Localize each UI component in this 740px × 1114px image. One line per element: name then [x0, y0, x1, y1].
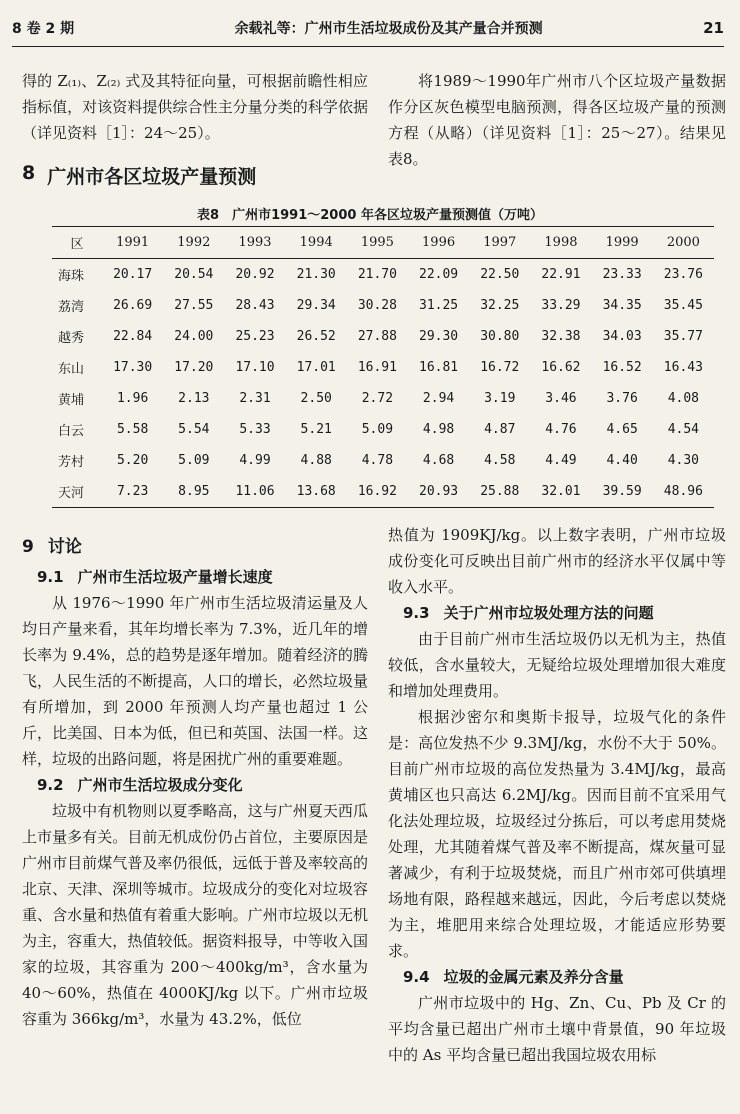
table-row	[52, 414, 714, 445]
subsection-9-3-number: 9.3	[403, 604, 430, 622]
value-cell: 35.45	[663, 298, 703, 313]
column-header-district: 区	[52, 227, 102, 259]
subsection-9-4-text: 广州市垃圾中的 Hg、Zn、Cu、Pb 及 Cr 的平均含量已超出广州市土壤中背景值，90 年垃圾中的 As 平均含量已超出我国垃圾农用标	[388, 994, 726, 1064]
subsection-9-3-heading	[388, 600, 726, 626]
column-header-year: 1993	[224, 227, 285, 259]
running-header	[12, 10, 724, 46]
running-title: 余载礼等：广州市生活垃圾成份及其产量合并预测	[234, 21, 543, 37]
value-cell: 24.00	[174, 329, 214, 344]
value-cell: 8.95	[163, 476, 224, 508]
value-cell: 1.96	[116, 391, 149, 406]
value-cell: 21.70	[357, 267, 397, 282]
column-header-year: 1997	[469, 227, 530, 259]
section-9-number: 9	[22, 537, 34, 557]
subsection-9-2-heading	[22, 772, 368, 798]
subsection-9-4-title: 垃圾的金属元素及养分含量	[443, 968, 624, 986]
column-header-year: 1992	[163, 227, 224, 259]
value-cell: 32.38	[541, 329, 581, 344]
value-cell: 3.19	[484, 391, 516, 406]
value-cell: 4.65	[606, 422, 638, 437]
column-header-year: 2000	[653, 227, 714, 259]
value-cell: 16.52	[602, 360, 642, 375]
section-8-number: 8	[22, 162, 36, 184]
value-cell: 2.72	[361, 391, 394, 406]
value-cell: 5.58	[116, 422, 149, 437]
header-rule	[12, 46, 724, 47]
subsection-9-4-number: 9.4	[403, 968, 430, 986]
district-cell: 天河	[52, 476, 102, 508]
value-cell: 20.17	[113, 267, 153, 282]
value-cell: 22.84	[113, 329, 153, 344]
value-cell: 32.25	[480, 298, 520, 313]
value-cell: 4.68	[422, 453, 455, 468]
section-9-title: 讨论	[47, 537, 82, 557]
value-cell: 16.92	[347, 476, 408, 508]
table-body	[52, 259, 714, 508]
value-cell: 5.21	[300, 422, 332, 437]
value-cell: 11.06	[224, 476, 285, 508]
value-cell: 48.96	[653, 476, 714, 508]
table-row	[52, 352, 714, 383]
column-header-year: 1996	[408, 227, 469, 259]
district-cell: 白云	[58, 424, 85, 439]
value-cell: 16.62	[541, 360, 581, 375]
value-cell: 23.76	[663, 267, 703, 282]
top-right-paragraph	[388, 68, 726, 172]
value-cell: 26.69	[113, 298, 153, 313]
subsection-9-3-text-2: 根据沙密尔和奥斯卡报导，垃圾气化的条件是：高位发热不少 9.3MJ/kg，水份不大于 50%。目前广州市垃圾的高位发热量为 3.4MJ/kg，最高黄埔区也只高达 6.2MJ/kg。因而目前不宜采用气化法处理垃圾，垃圾经过分拣后，可以考虑用焚烧处理，尤其随着煤气普及率不断提高，煤灰量可显著减少，有利于垃圾焚烧，而且广州市郊可供填埋场地有限，路程越来越远，因此，今后考虑以焚烧为主，堆肥用来综合处理垃圾，才能适应形势要求。	[388, 708, 726, 960]
value-cell: 4.58	[484, 453, 516, 468]
value-cell: 13.68	[286, 476, 347, 508]
value-cell: 3.46	[545, 391, 577, 406]
value-cell: 22.09	[419, 267, 459, 282]
subsection-9-1-heading	[22, 564, 368, 590]
section-8-heading	[22, 162, 256, 189]
page-number: 21	[703, 19, 724, 37]
table-row	[52, 321, 714, 352]
value-cell: 34.35	[602, 298, 642, 313]
district-cell: 芳村	[58, 455, 85, 470]
value-cell: 16.91	[357, 360, 397, 375]
value-cell: 31.25	[419, 298, 459, 313]
subsection-9-2-continued: 热值为 1909KJ/kg。以上数字表明，广州市垃圾成份变化可反映出目前广州市的经济水平仅属中等收入水平。	[388, 526, 726, 596]
value-cell: 2.50	[300, 391, 332, 406]
value-cell: 20.92	[235, 267, 275, 282]
value-cell: 17.30	[113, 360, 153, 375]
top-left-paragraph	[22, 68, 368, 146]
value-cell: 39.59	[592, 476, 653, 508]
value-cell: 4.88	[300, 453, 332, 468]
value-cell: 26.52	[296, 329, 336, 344]
top-right-text: 将1989～1990年广州市八个区垃圾产量数据作分区灰色模型电脑预测，得各区垃圾产量的预测方程（从略）（详见资料［1］：25～27）。结果见表8。	[388, 72, 726, 168]
value-cell: 33.29	[541, 298, 581, 313]
value-cell: 25.23	[235, 329, 275, 344]
issue-label: 8 卷 2 期	[12, 21, 75, 37]
table-row	[52, 445, 714, 476]
top-left-text: 得的 Z₍₁₎、Z₍₂₎ 式及其特征向量，可根据前瞻性相应指标值，对该资料提供综合性主分量分类的科学依据（详见资料［1］：24～25）。	[22, 72, 368, 142]
subsection-9-2-text: 垃圾中有机物则以夏季略高，这与广州夏天西瓜上市量多有关。目前无机成份仍占首位，主要原因是广州市目前煤气普及率仍很低，远低于普及率较高的北京、天津、深圳等城市。垃圾成分的变化对垃圾容重、含水量和热值有着重大影响。广州市垃圾以无机为主，容重大，热值较低。据资料报导，中等收入国家的垃圾，其容重为 200～400kg/m³，含水量为 40～60%，热值在 4000KJ/kg 以下。广州市垃圾容重为 366kg/m³，水量为 43.2%，低位	[22, 802, 368, 1028]
value-cell: 4.99	[239, 453, 271, 468]
table-8-caption: 表8 广州市1991～2000 年各区垃圾产量预测值（万吨）	[197, 208, 543, 223]
value-cell: 5.09	[178, 453, 210, 468]
value-cell: 16.72	[480, 360, 520, 375]
value-cell: 20.93	[408, 476, 469, 508]
value-cell: 3.76	[606, 391, 638, 406]
value-cell: 32.01	[530, 476, 591, 508]
value-cell: 29.30	[419, 329, 459, 344]
section-8-title: 广州市各区垃圾产量预测	[47, 166, 257, 188]
value-cell: 17.01	[296, 360, 336, 375]
value-cell: 35.77	[663, 329, 703, 344]
subsection-9-1-number: 9.1	[37, 568, 64, 586]
value-cell: 4.49	[545, 453, 577, 468]
value-cell: 2.31	[239, 391, 271, 406]
value-cell: 2.94	[422, 391, 455, 406]
column-header-year: 1999	[592, 227, 653, 259]
subsection-9-4-heading	[388, 964, 726, 990]
value-cell: 4.08	[667, 391, 700, 406]
subsection-9-1-text: 从 1976～1990 年广州市生活垃圾清运量及人均日产量来看，其年均增长率为 7.3%，近几年的增长率为 9.4%，总的趋势是逐年增加。随着经济的腾飞，人民生活的不断提高，人口的增长，必然垃圾量有所增加，到 2000 年预测人均产量也超过 1 公斤，比美国、日本为低，但已和英国、法国一样。这样，垃圾的出路问题，将是困扰广州的重要难题。	[22, 594, 368, 768]
value-cell: 23.33	[602, 267, 642, 282]
value-cell: 29.34	[296, 298, 336, 313]
district-cell: 黄埔	[58, 393, 85, 408]
district-cell: 荔湾	[58, 300, 85, 315]
district-cell: 东山	[58, 362, 85, 377]
column-header-year: 1991	[102, 227, 163, 259]
value-cell: 4.78	[361, 453, 394, 468]
value-cell: 22.91	[541, 267, 581, 282]
value-cell: 28.43	[235, 298, 275, 313]
subsection-9-3-title: 关于广州市垃圾处理方法的问题	[443, 604, 654, 622]
value-cell: 4.87	[484, 422, 516, 437]
column-header-year: 1995	[347, 227, 408, 259]
value-cell: 17.10	[235, 360, 275, 375]
table-row	[52, 259, 714, 291]
subsection-9-1-title: 广州市生活垃圾产量增长速度	[77, 568, 273, 586]
district-cell: 海珠	[58, 269, 85, 284]
table-header-row	[52, 227, 714, 259]
table-8	[52, 226, 714, 508]
value-cell: 20.54	[174, 267, 214, 282]
value-cell: 4.30	[667, 453, 700, 468]
value-cell: 16.81	[419, 360, 459, 375]
value-cell: 4.54	[667, 422, 700, 437]
value-cell: 21.30	[296, 267, 336, 282]
value-cell: 30.28	[357, 298, 397, 313]
section-9-heading	[22, 534, 368, 560]
value-cell: 16.43	[663, 360, 703, 375]
column-header-year: 1994	[286, 227, 347, 259]
column-header-year: 1998	[530, 227, 591, 259]
value-cell: 4.76	[545, 422, 577, 437]
table-row	[52, 383, 714, 414]
table-row	[52, 476, 714, 508]
value-cell: 30.80	[480, 329, 520, 344]
value-cell: 5.54	[178, 422, 210, 437]
value-cell: 22.50	[480, 267, 520, 282]
subsection-9-2-number: 9.2	[37, 776, 64, 794]
value-cell: 17.20	[174, 360, 214, 375]
value-cell: 25.88	[469, 476, 530, 508]
subsection-9-3-text-1: 由于目前广州市生活垃圾仍以无机为主，热值较低，含水量较大，无疑给垃圾处理增加很大难度和增加处理费用。	[388, 630, 726, 700]
value-cell: 4.40	[606, 453, 638, 468]
value-cell: 27.55	[174, 298, 214, 313]
value-cell: 4.98	[422, 422, 455, 437]
value-cell: 34.03	[602, 329, 642, 344]
value-cell: 7.23	[102, 476, 163, 508]
value-cell: 5.20	[116, 453, 149, 468]
value-cell: 5.09	[361, 422, 394, 437]
value-cell: 27.88	[357, 329, 397, 344]
district-cell: 越秀	[58, 331, 85, 346]
table-row	[52, 290, 714, 321]
value-cell: 2.13	[178, 391, 210, 406]
left-column-body	[22, 528, 368, 1032]
value-cell: 5.33	[239, 422, 271, 437]
right-column-body	[388, 522, 726, 1068]
subsection-9-2-title: 广州市生活垃圾成分变化	[77, 776, 243, 794]
